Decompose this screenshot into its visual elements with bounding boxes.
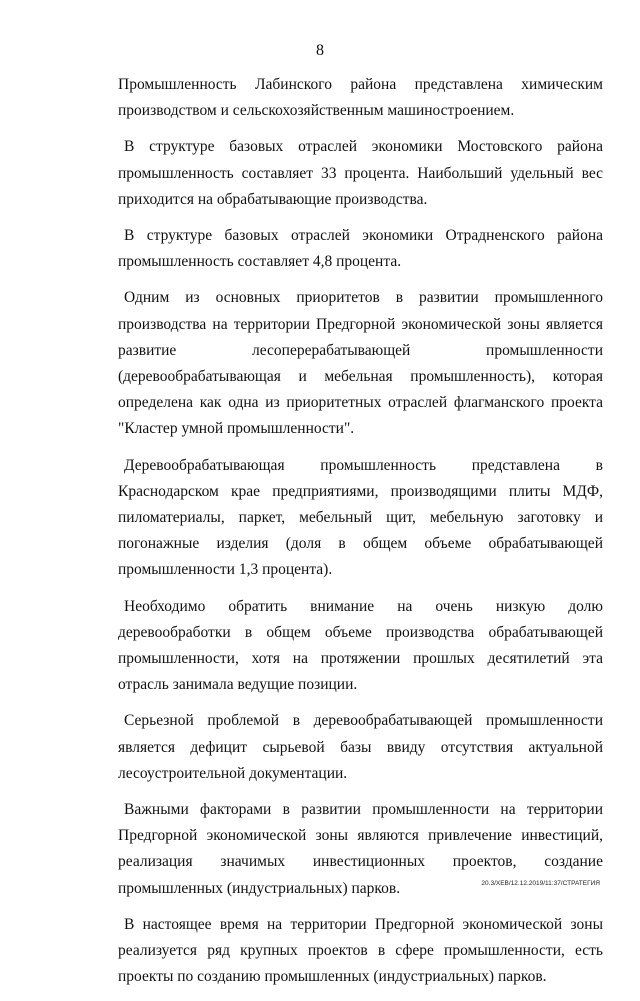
paragraph-2: В структуре базовых отраслей экономики Мостовского района промышленность составляет 33 процента. Наибольший удельный вес приходится на обрабатывающие производства. (118, 138, 603, 208)
paragraph-4: Одним из основных приоритетов в развитии промышленного производства на территории Предгорной экономической зоны является развитие лесоперерабатывающей промышленности (деревообрабатывающая и мебельная промышленность), которая определена как одна из приоритетных отраслей флагманского проекта "Кластер умной промышленности". (118, 289, 603, 438)
paragraph-5: Деревообрабатывающая промышленность представлена в Краснодарском крае предприятиями, производящими плиты МДФ, пиломатериалы, паркет, мебельный щит, мебельную заготовку и погонажные изделия (доля в общем объеме обрабатывающей промышленности 1,3 процента). (118, 456, 603, 579)
paragraph-6: Необходимо обратить внимание на очень низкую долю деревообработки в общем объеме производства обрабатывающей промышленности, хотя на протяжении прошлых десятилетий эта отрасль занимала ведущие позиции. (118, 597, 603, 694)
page-number: 8 (316, 42, 324, 59)
paragraph-7: Серьезной проблемой в деревообрабатывающей промышленности является дефицит сырьевой базы ввиду отсутствия актуальной лесоустроительной документации. (118, 712, 603, 782)
paragraph-9: В настоящее время на территории Предгорной экономической зоны реализуется ряд крупных проектов в сфере промышленности, есть проекты по созданию промышленных (индустриальных) парков. (118, 915, 603, 986)
document-body (118, 72, 603, 1001)
paragraph-1: Промышленность Лабинского района представлена химическим производством и сельскохозяйственным машиностроением. (118, 76, 603, 120)
paragraph-8: Важными факторами в развитии промышленности на территории Предгорной экономической зоны являются привлечение инвестиций, реализация значимых инвестиционных проектов, создание промышленных (индустриальных) парков. (118, 801, 603, 897)
paragraph-3: В структуре базовых отраслей экономики Отрадненского района промышленность составляет 4,8 процента. (118, 227, 603, 271)
document-footer-code: 20.3/ХЕВ/12.12.2019/11:37/СТРАТЕГИЯ (481, 880, 600, 887)
